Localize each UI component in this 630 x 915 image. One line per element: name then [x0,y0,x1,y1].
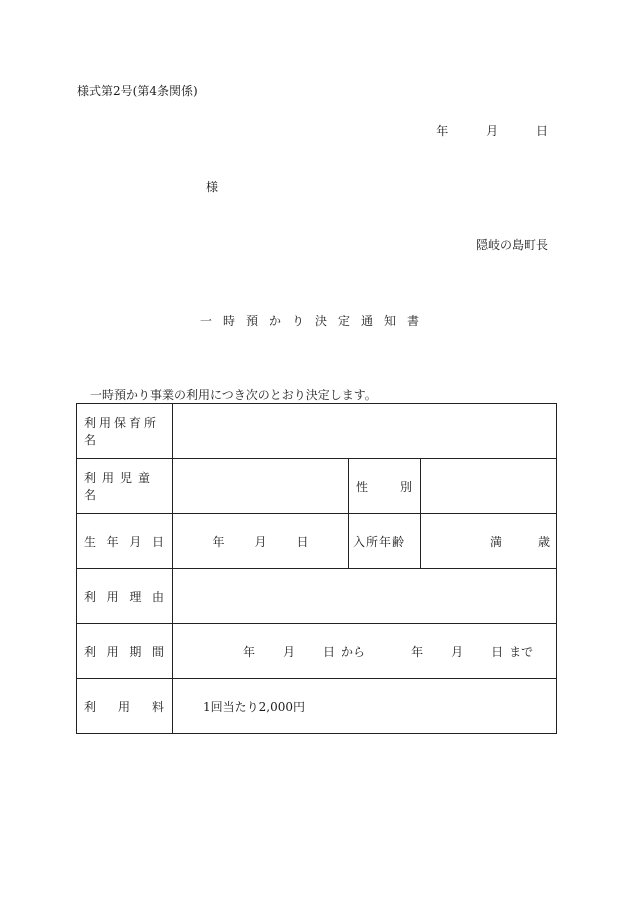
entry-age-label: 入所年齢 [349,514,421,569]
fee-label: 利 用 料 [77,679,173,734]
child-name-value [173,459,349,514]
form-number: 様式第2号(第4条関係) [77,84,198,98]
fee-value: 1回当たり2,000円 [173,679,557,734]
date-year: 年 [436,124,449,138]
addressee-suffix: 様 [206,180,219,194]
facility-value [173,404,557,459]
facility-label: 利用保育所名 [77,404,173,459]
issuer-name: 隠岐の島町長 [475,238,548,252]
issue-date [436,122,548,139]
table-row [77,404,557,459]
birth-date-value: 年 月 日 [173,514,349,569]
document-title: 一時預かり決定通知書 [199,314,430,328]
birth-date-label: 生 年 月 日 [77,514,173,569]
date-day: 日 [535,124,548,138]
reason-value [173,569,557,624]
reason-label: 利 用 理 由 [77,569,173,624]
table-row [77,569,557,624]
gender-label: 性 別 [349,459,421,514]
table-row [77,514,557,569]
intro-text: 一時預かり事業の利用につき次のとおり決定します。 [90,388,377,402]
period-label: 利 用 期 間 [77,624,173,679]
table-row [77,459,557,514]
gender-value [421,459,557,514]
decision-table [76,403,557,734]
child-name-label: 利用児童名 [77,459,173,514]
date-month: 月 [486,124,499,138]
table-row [77,679,557,734]
period-value: 年 月 日 から 年 月 日 まで [173,624,557,679]
entry-age-value: 満 歳 [421,514,557,569]
table-row [77,624,557,679]
